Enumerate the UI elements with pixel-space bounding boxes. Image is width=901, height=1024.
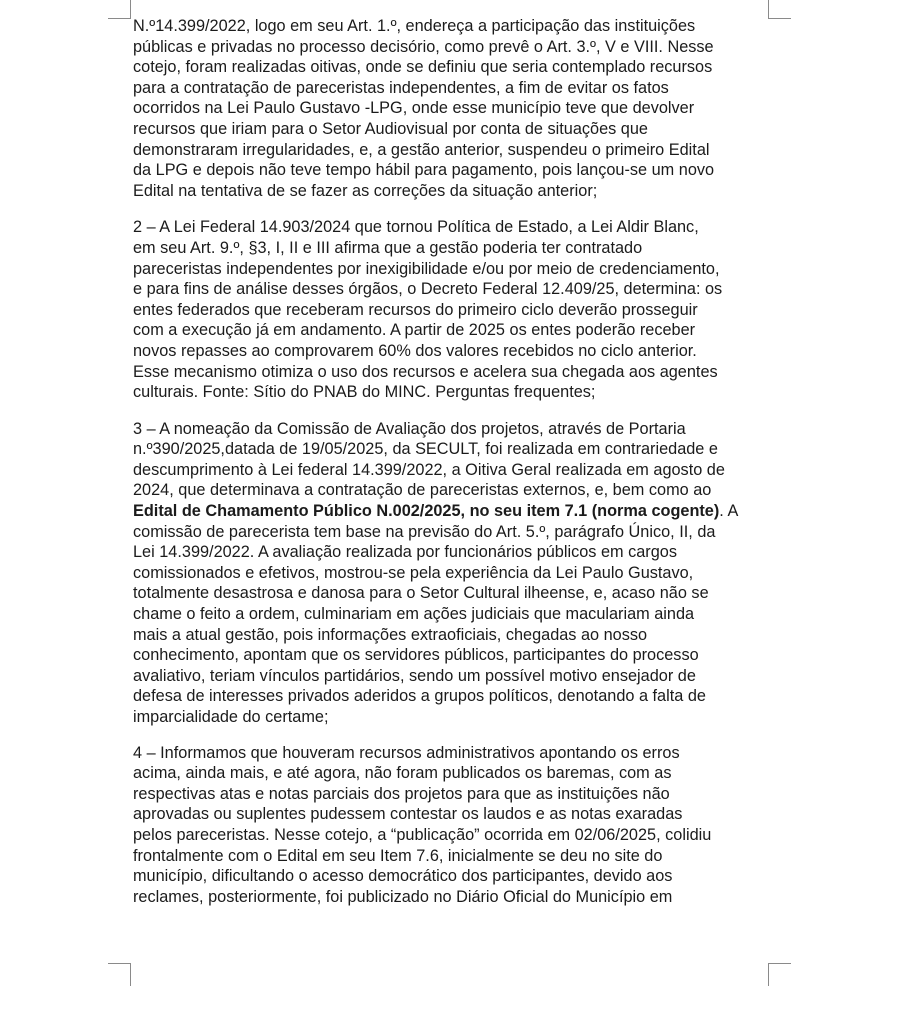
- text-line: chame o feito a ordem, culminariam em ações judiciais que maculariam ainda: [133, 605, 695, 624]
- document-body: [133, 16, 773, 907]
- paragraph-4: [133, 743, 773, 908]
- text-line: avaliativo, teriam vínculos partidários, sendo um possível motivo ensejador de: [133, 666, 696, 685]
- text-line: culturais. Fonte: Sítio do PNAB do MINC. Perguntas frequentes;: [133, 383, 596, 402]
- bold-suffix: . A: [719, 502, 739, 521]
- text-line: para a contratação de pareceristas independentes, a fim de evitar os fatos: [133, 78, 669, 97]
- text-line: reclames, posteriormente, foi publicizado no Diário Oficial do Município em: [133, 887, 673, 906]
- text-line: pareceristas independentes por inexigibilidade e/ou por meio de credenciamento,: [133, 259, 720, 278]
- text-line: novos repasses ao comprovarem 60% dos valores recebidos no ciclo anterior.: [133, 341, 697, 360]
- text-line: conhecimento, apontam que os servidores públicos, participantes do processo: [133, 646, 699, 665]
- text-line: imparcialidade do certame;: [133, 708, 329, 726]
- text-line: 4 – Informamos que houveram recursos administrativos apontando os erros: [133, 743, 680, 762]
- page-corner-mark-top-left: [108, 0, 131, 19]
- page-corner-mark-bottom-left: [108, 963, 131, 986]
- text-line: ocorridos na Lei Paulo Gustavo -LPG, onde esse município teve que devolver: [133, 99, 695, 118]
- text-line: defesa de interesses privados aderidos a grupos políticos, denotando a falta de: [133, 687, 706, 706]
- paragraph-3: [133, 419, 773, 728]
- text-line: mais a atual gestão, pois informações extraoficiais, chegadas ao nosso: [133, 625, 648, 644]
- paragraph-spacer: [133, 728, 773, 743]
- text-line: recursos que iriam para o Setor Audiovisual por conta de situações que: [133, 119, 648, 138]
- text-line: Edital na tentativa de se fazer as correções da situação anterior;: [133, 181, 598, 200]
- text-line: demonstraram irregularidades, e, a gestão anterior, suspendeu o primeiro Edital: [133, 140, 710, 159]
- text-line: cotejo, foram realizadas oitivas, onde se definiu que seria contemplado recursos: [133, 58, 713, 77]
- text-line: n.º390/2025,datada de 19/05/2025, da SECULT, foi realizada em contrariedade e: [133, 440, 718, 459]
- text-line: município, dificultando o acesso democrático dos participantes, devido aos: [133, 867, 673, 886]
- text-line: comissão de parecerista tem base na previsão do Art. 5.º, parágrafo Único, II, da: [133, 522, 716, 541]
- text-line: Esse mecanismo otimiza o uso dos recursos e acelera sua chegada aos agentes: [133, 362, 718, 381]
- text-line: descumprimento à Lei federal 14.399/2022, a Oitiva Geral realizada em agosto de: [133, 460, 725, 479]
- text-line: da LPG e depois não teve tempo hábil para pagamento, pois lançou-se um novo: [133, 161, 715, 180]
- text-line: comissionados e efetivos, mostrou-se pela experiência da Lei Paulo Gustavo,: [133, 563, 694, 582]
- page-corner-mark-bottom-right: [768, 963, 791, 986]
- paragraph-spacer: [133, 201, 773, 217]
- text-line-with-bold: [133, 501, 773, 522]
- text-line: frontalmente com o Edital em seu Item 7.6, inicialmente se deu no site do: [133, 846, 663, 865]
- text-line: respectivas atas e notas parciais dos projetos para que as instituições não: [133, 784, 670, 803]
- paragraph-spacer: [133, 403, 773, 419]
- paragraph-intro: [133, 16, 773, 201]
- text-line: N.º14.399/2022, logo em seu Art. 1.º, endereça a participação das instituições: [133, 17, 696, 35]
- text-line: Lei 14.399/2022. A avaliação realizada por funcionários públicos em cargos: [133, 543, 677, 562]
- text-line: 3 – A nomeação da Comissão de Avaliação dos projetos, através de Portaria: [133, 419, 686, 438]
- text-line: acima, ainda mais, e até agora, não foram publicados os baremas, com as: [133, 764, 672, 783]
- text-line: entes federados que receberam recursos do primeiro ciclo deverão prosseguir: [133, 300, 698, 319]
- text-line: totalmente desastrosa e danosa para o Setor Cultural ilheense, e, acaso não se: [133, 584, 709, 603]
- text-line: e para fins de análise desses órgãos, o Decreto Federal 12.409/25, determina: os: [133, 280, 723, 299]
- text-line: em seu Art. 9.º, §3, I, II e III afirma que a gestão poderia ter contratado: [133, 238, 643, 257]
- text-line: 2 – A Lei Federal 14.903/2024 que tornou Política de Estado, a Lei Aldir Blanc,: [133, 218, 699, 237]
- text-line: aprovadas ou suplentes pudessem contestar os laudos e as notas exaradas: [133, 805, 683, 824]
- text-line: pelos pareceristas. Nesse cotejo, a “publicação” ocorrida em 02/06/2025, colidiu: [133, 825, 712, 844]
- paragraph-2: [133, 217, 773, 402]
- text-line: públicas e privadas no processo decisório, como prevê o Art. 3.º, V e VIII. Nesse: [133, 37, 714, 56]
- bold-edital-reference: Edital de Chamamento Público N.002/2025, no seu item 7.1 (norma cogente): [133, 502, 720, 521]
- text-line: com a execução já em andamento. A partir de 2025 os entes poderão receber: [133, 321, 696, 340]
- text-line: 2024, que determinava a contratação de pareceristas externos, e, bem como ao: [133, 481, 712, 500]
